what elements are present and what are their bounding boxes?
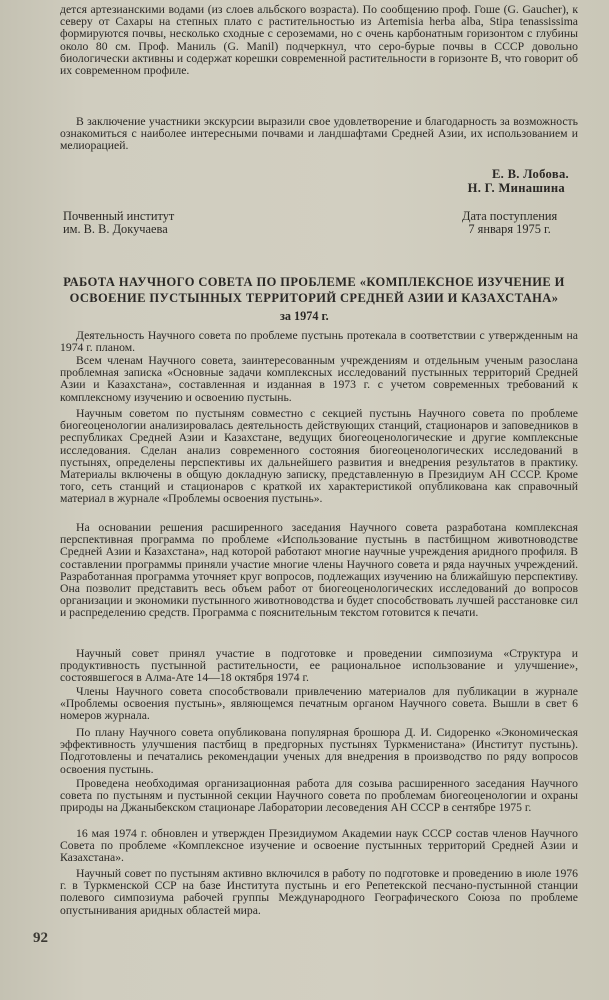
signature-2: Н. Г. Минашина bbox=[467, 181, 565, 195]
top-paragraph-2: В заключение участники экскурсии выразили свое удовлетворение и благодарность за возможность ознакомиться с наиболее интересными почвами и ландшафтами Средней Азии, их использованием и мелиорацией. bbox=[60, 115, 578, 153]
institute-line-1: Почвенный институт bbox=[63, 209, 175, 223]
signature-1: Е. В. Лобова. bbox=[491, 167, 569, 181]
body-paragraph-5: Научный совет принял участие в подготовке и проведении симпозиума «Структура и продуктивность пустынной растительности, ее рациональное использование и улучшение», состоявшегося в Алма-Ате 14—18 октября 1974 г. bbox=[60, 647, 578, 685]
institute-block bbox=[63, 210, 174, 236]
body-paragraph-4: На основании решения расширенного заседания Научного совета разработана комплексная перспективная программа по проблеме «Использование пустынь в пастбищном животноводстве Средней Азии и Казахстана», над которой работают многие научные учреждения аридного профиля. В составлении программы приняли участие многие члены Научного совета и ряда научных учреждений. Разработанная программа уточняет круг вопросов, подлежащих изучению на ближайшую перспективу. Она позволит представить весь объем работ от биогеоценологических исследований до вопросов организации и экономики пустынного животноводства и будет способствовать лучшей расстановке сил и распределению средств. Программа с пояснительным текстом готовится к печати. bbox=[60, 521, 578, 620]
body-paragraph-9: 16 мая 1974 г. обновлен и утвержден Президиумом Академии наук СССР состав членов Научного Совета по проблеме «Комплексное изучение и освоение пустынных территорий Средней Азии и Казахстана». bbox=[60, 827, 578, 865]
body-paragraph-8: Проведена необходимая организационная работа для созыва расширенного заседания Научного совета по пустыням и пустынной секции Научного совета по проблемам биогеоценологии и охраны природы на Джаныбекском стационаре Лаборатории лесоведения АН СССР в сентябре 1975 г. bbox=[60, 777, 578, 815]
body-paragraph-10: Научный совет по пустыням активно включился в работу по подготовке и проведению в июле 1976 г. в Туркменской ССР на базе Института пустынь и его Репетекской песчано-пустынной станции полевого симпозиума рабочей группы Международного Географического Союза по проблеме опустынивания аридных областей мира. bbox=[60, 867, 578, 917]
top-paragraph-1: дется артезианскими водами (из слоев альбского возраста). По сообщению проф. Гоше (G. Gaucher), к северу от Сахары на степных плато с растительностью из Artemisia herba alba, Stipa tenassissima формируются почвы, несколько сходные с сероземами, но с очень карбонатным горизонтом с глубины около 80 см. Проф. Маниль (G. Manil) подчеркнул, что серо-бурые почвы в СССР довольно биологически активны и содержат корешки современной растительности в горизонте B, что говорит об их современном профиле. bbox=[60, 3, 578, 78]
body-paragraph-1: Деятельность Научного совета по проблеме пустынь протекала в соответствии с утвержденным на 1974 г. планом. bbox=[60, 329, 578, 355]
article-title: РАБОТА НАУЧНОГО СОВЕТА ПО ПРОБЛЕМЕ «КОМПЛЕКСНОЕ ИЗУЧЕНИЕ И ОСВОЕНИЕ ПУСТЫННЫХ ТЕРРИТОРИЙ СРЕДНЕЙ АЗИИ И КАЗАХСТАНА» bbox=[63, 275, 565, 305]
body-paragraph-7: По плану Научного совета опубликована популярная брошюра Д. И. Сидоренко «Экономическая эффективность улучшения пастбищ в предгорных пустынях Туркменистана» (Институт пустынь). Подготовлены и печатались рекомендации ученых для внедрения в производство по ряду вопросов освоения пустынь. bbox=[60, 726, 578, 776]
body-paragraph-6: Члены Научного совета способствовали привлечению материалов для публикации в журнале «Проблемы освоения пустынь», являющемся печатным органом Научного совета. Вышли в свет 6 номеров журнала. bbox=[60, 685, 578, 723]
body-paragraph-2: Всем членам Научного совета, заинтересованным учреждениям и отдельным ученым разослана проблемная записка «Основные задачи комплексных исследований пустынных территорий Средней Азии и Казахстана», составленная и изданная в 1973 г. с учетом современных требований к комплексному изучению и освоению пустынь. bbox=[60, 354, 578, 404]
institute-line-2: им. В. В. Докучаева bbox=[63, 222, 168, 236]
article-subtitle: за 1974 г. bbox=[280, 309, 329, 323]
date-value: 7 января 1975 г. bbox=[468, 222, 551, 236]
date-label: Дата поступления bbox=[462, 209, 558, 223]
page-number: 92 bbox=[33, 930, 48, 946]
body-paragraph-3: Научным советом по пустыням совместно с секцией пустынь Научного совета по проблеме биогеоценологии анализировалась деятельность действующих станций, стационаров и заповедников в республиках Средней Азии и Казахстане, ведущих биогеоценологические и другие комплексные исследования. Сделан анализ современного состояния биогеоценологических исследований в пустынях, определены перспективы их дальнейшего развития и внедрения результатов в практику. Материалы включены в общую докладную записку, представленную в Президиум АН СССР. Кроме того, сеть станций и стационаров с краткой их характеристикой опубликована как справочный материал в журнале «Проблемы освоения пустынь». bbox=[60, 407, 578, 506]
date-block bbox=[462, 210, 557, 236]
